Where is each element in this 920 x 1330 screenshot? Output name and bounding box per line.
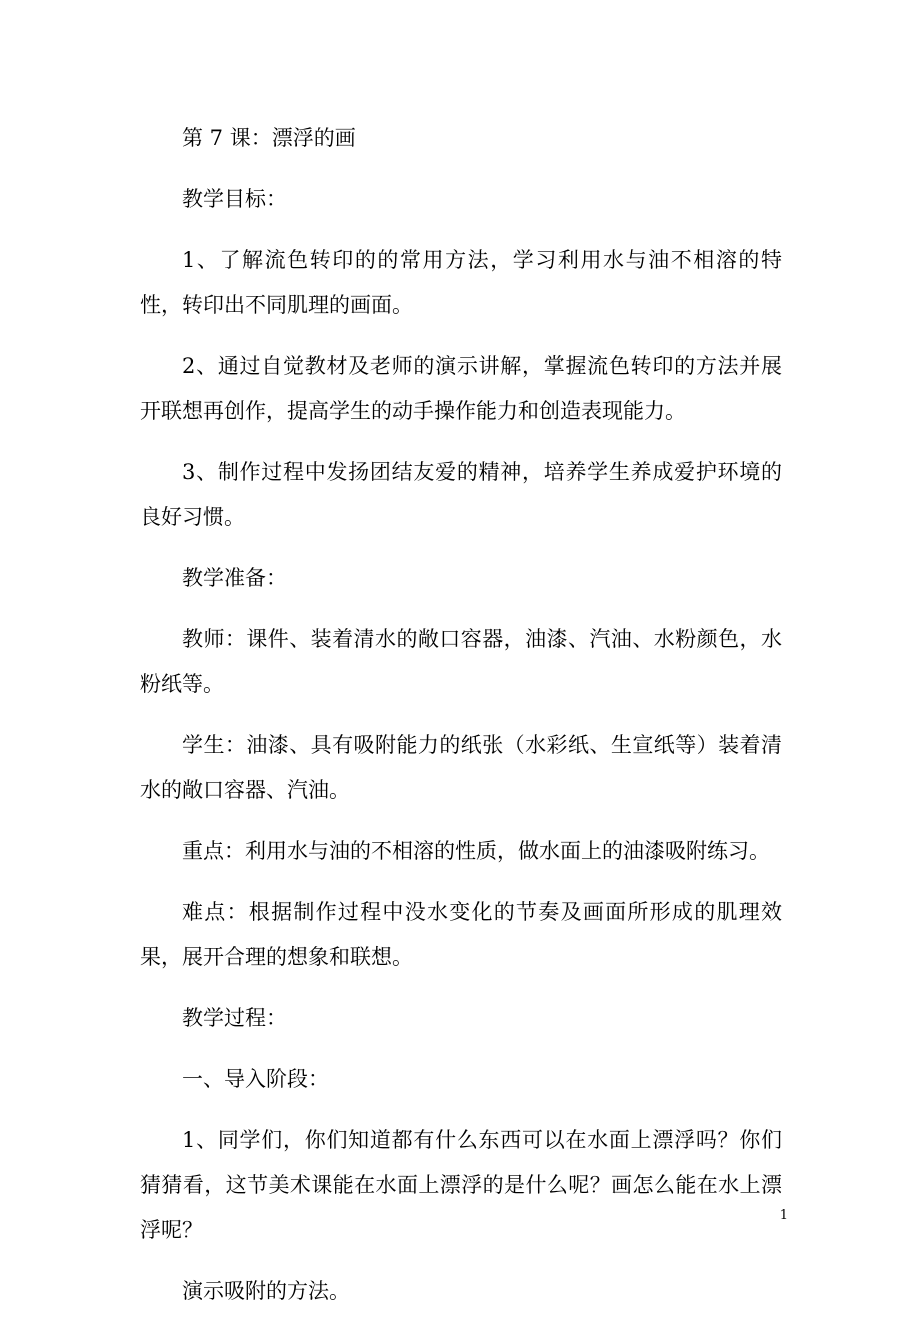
objective-1: 1、了解流色转印的的常用方法，学习利用水与油不相溶的特性，转印出不同肌理的画面。: [140, 248, 782, 317]
demonstration-note: 演示吸附的方法。: [182, 1279, 350, 1303]
objective-2: 2、通过自觉教材及老师的演示讲解，掌握流色转印的方法并展开联想再创作，提高学生的动手操作能力和创造表现能力。: [140, 354, 782, 423]
teacher-materials: 教师：课件、装着清水的敞口容器，油漆、汽油、水粉颜色，水粉纸等。: [140, 627, 782, 696]
difficult-point: 难点：根据制作过程中没水变化的节奏及画面所形成的肌理效果，展开合理的想象和联想。: [140, 900, 782, 969]
student-materials: 学生：油漆、具有吸附能力的纸张（水彩纸、生宣纸等）装着清水的敞口容器、汽油。: [140, 733, 782, 802]
section-heading-process: 教学过程：: [182, 1006, 287, 1030]
lesson-title: 第 7 课：漂浮的画: [182, 126, 356, 150]
key-point: 重点：利用水与油的不相溶的性质，做水面上的油漆吸附练习。: [182, 839, 770, 863]
objective-3: 3、制作过程中发扬团结友爱的精神，培养学生养成爱护环境的良好习惯。: [140, 460, 782, 529]
document-body: [140, 116, 782, 1330]
introduction-step-1: 1、同学们，你们知道都有什么东西可以在水面上漂浮吗？你们猜猜看，这节美术课能在水面上漂浮的是什么呢？画怎么能在水上漂浮呢？: [140, 1128, 782, 1242]
section-heading-preparation: 教学准备：: [182, 566, 287, 590]
stage-heading-introduction: 一、导入阶段：: [182, 1067, 329, 1091]
section-heading-objectives: 教学目标：: [182, 187, 287, 211]
page-number: 1: [779, 1208, 788, 1223]
